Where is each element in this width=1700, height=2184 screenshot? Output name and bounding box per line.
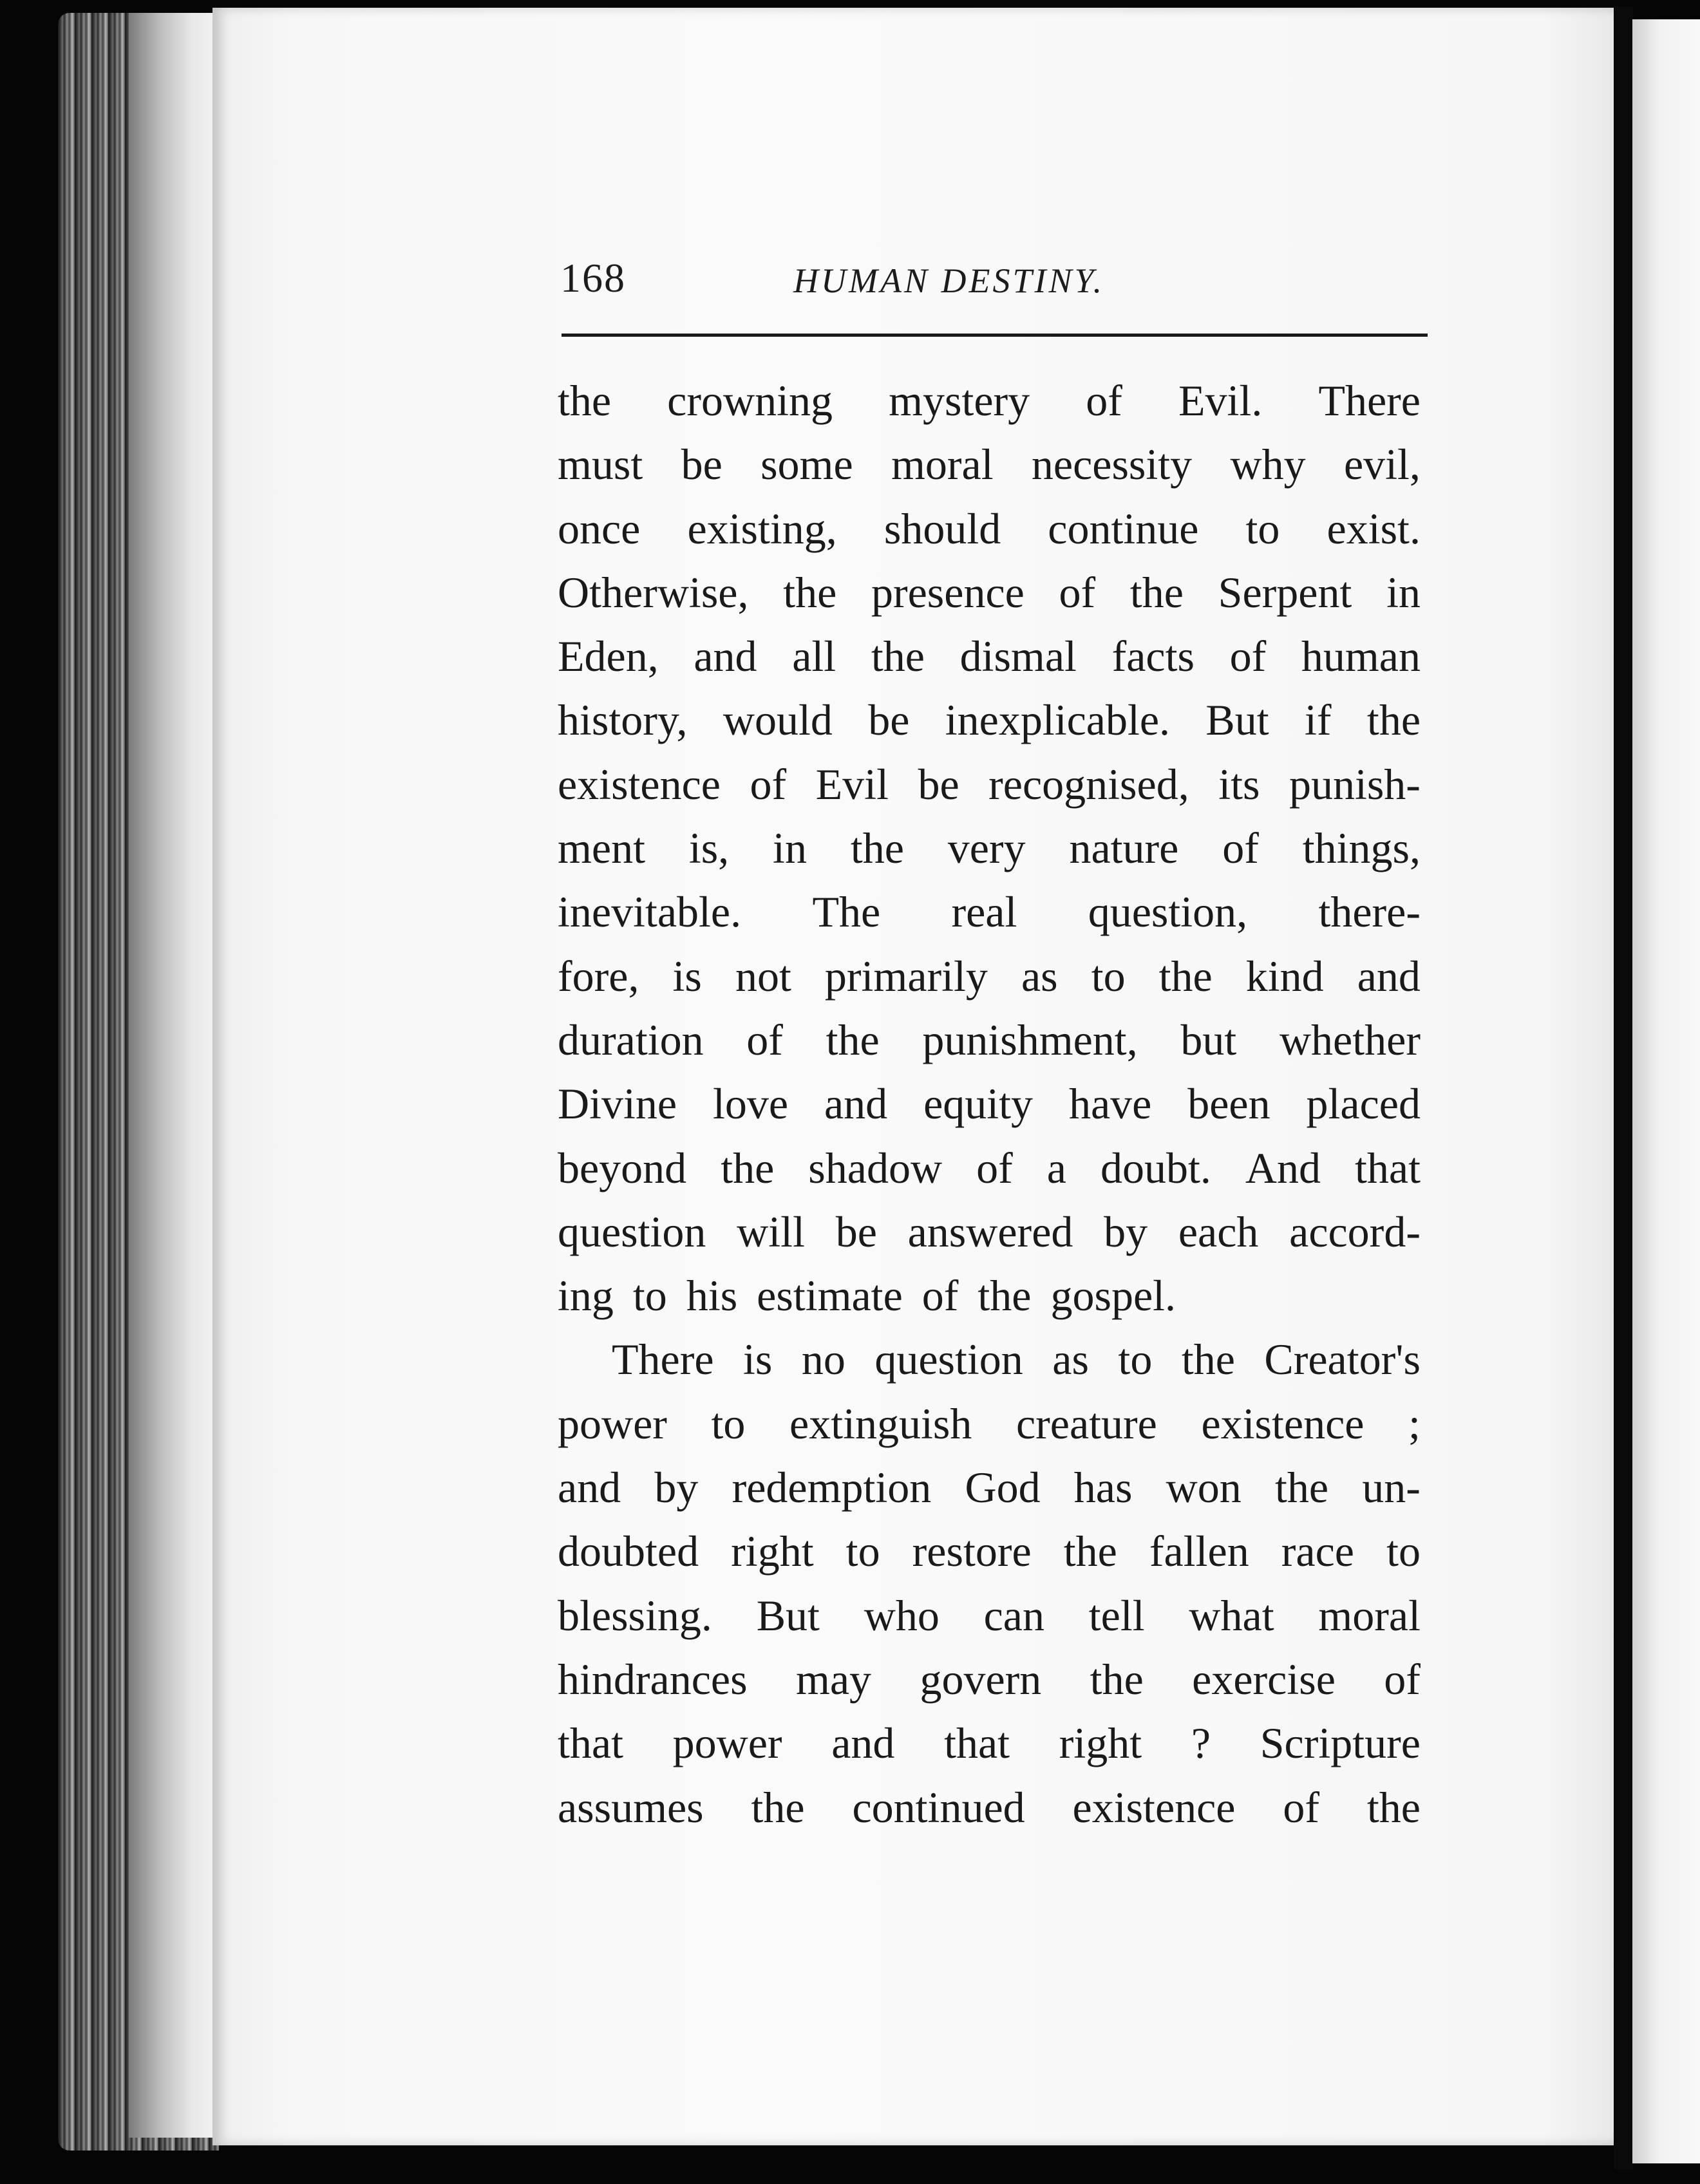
text-line xyxy=(558,1395,1421,1458)
text-line xyxy=(558,1714,1421,1778)
word: evil, xyxy=(1343,440,1421,489)
word: Otherwise, xyxy=(558,567,749,617)
text-line xyxy=(558,435,1421,499)
word: recognised, xyxy=(988,759,1189,809)
word: each xyxy=(1178,1207,1259,1256)
word: all xyxy=(792,632,836,681)
word: power xyxy=(672,1718,782,1768)
word: question, xyxy=(1088,887,1248,937)
word: the xyxy=(783,567,837,617)
word: inevitable. xyxy=(558,887,742,937)
word: ing xyxy=(558,1271,614,1321)
word: un- xyxy=(1362,1463,1421,1512)
word: the xyxy=(1366,695,1421,745)
word: existence xyxy=(558,759,721,809)
text-line xyxy=(558,563,1421,627)
word: estimate xyxy=(757,1271,903,1321)
word: doubt. xyxy=(1100,1143,1211,1192)
word: a xyxy=(1046,1143,1066,1192)
word: the xyxy=(1129,567,1184,617)
word: existence xyxy=(1072,1782,1236,1832)
word: the xyxy=(721,1143,775,1192)
word: is, xyxy=(688,824,730,873)
text-line xyxy=(558,1330,1421,1394)
word: the xyxy=(1181,1335,1235,1384)
word: of xyxy=(1086,376,1122,425)
word: ? xyxy=(1191,1718,1211,1768)
word: There xyxy=(612,1335,714,1384)
word: to xyxy=(711,1398,746,1448)
page-edge-shading xyxy=(129,13,219,2138)
word: that xyxy=(944,1718,1010,1768)
word: human xyxy=(1301,632,1421,681)
word: as xyxy=(1052,1335,1089,1384)
word: as xyxy=(1021,951,1058,1001)
word: of xyxy=(750,759,787,809)
word: mystery xyxy=(889,376,1030,425)
word: question xyxy=(558,1207,706,1256)
word: extinguish xyxy=(789,1398,972,1448)
word: the xyxy=(1274,1463,1329,1512)
facing-page-edge xyxy=(1632,19,1700,2163)
word: to xyxy=(845,1527,880,1576)
word: hindrances xyxy=(558,1654,748,1704)
text-line xyxy=(558,883,1421,946)
text-line xyxy=(558,1075,1421,1138)
word: Serpent xyxy=(1218,567,1352,617)
word: placed xyxy=(1306,1079,1421,1129)
word: Eden, xyxy=(558,632,659,681)
text-line xyxy=(558,691,1421,755)
word: kind xyxy=(1245,951,1324,1001)
word: to xyxy=(1118,1335,1153,1384)
body-text xyxy=(558,372,1421,1842)
word: moral xyxy=(1318,1590,1421,1640)
word: existing, xyxy=(687,504,837,553)
word: And xyxy=(1245,1143,1321,1192)
word: the xyxy=(978,1271,1032,1321)
word: the xyxy=(1090,1654,1144,1704)
word: by xyxy=(1104,1207,1148,1256)
word: have xyxy=(1068,1079,1152,1129)
word: punishment, xyxy=(922,1015,1138,1064)
word: punish- xyxy=(1289,759,1421,809)
word: continued xyxy=(852,1782,1025,1832)
word: exercise xyxy=(1192,1654,1336,1704)
text-line xyxy=(558,1650,1421,1714)
word: the xyxy=(1063,1527,1117,1576)
text-line xyxy=(558,1522,1421,1586)
word: can xyxy=(983,1590,1044,1640)
word: its xyxy=(1218,759,1260,809)
word: But xyxy=(756,1590,820,1640)
text-line xyxy=(558,819,1421,883)
word: be xyxy=(918,759,959,809)
word: fallen xyxy=(1149,1527,1249,1576)
word: primarily xyxy=(824,951,988,1001)
word: duration xyxy=(558,1015,704,1064)
word: nature xyxy=(1069,824,1179,873)
word: some xyxy=(760,440,853,489)
word: ; xyxy=(1408,1398,1421,1448)
word: the xyxy=(558,376,612,425)
word: who xyxy=(864,1590,940,1640)
word: Creator's xyxy=(1264,1335,1421,1384)
word: of xyxy=(976,1143,1013,1192)
word: There xyxy=(1318,376,1421,425)
text-line xyxy=(558,1778,1421,1842)
word: of xyxy=(746,1015,783,1064)
word: answered xyxy=(907,1207,1073,1256)
running-head xyxy=(560,254,1426,306)
word: presence xyxy=(871,567,1025,617)
word: the xyxy=(1366,1782,1421,1832)
word: right xyxy=(1059,1718,1142,1768)
word: the xyxy=(871,632,925,681)
word: in xyxy=(773,824,807,873)
word: to xyxy=(632,1271,667,1321)
word: to xyxy=(1091,951,1126,1001)
word: of xyxy=(1222,824,1259,873)
word: beyond xyxy=(558,1143,687,1192)
text-line xyxy=(558,1586,1421,1650)
word: fore, xyxy=(558,951,639,1001)
text-line xyxy=(558,500,1421,563)
word: love xyxy=(712,1079,789,1129)
word: be xyxy=(868,695,910,745)
word: his xyxy=(686,1271,738,1321)
word: no xyxy=(801,1335,845,1384)
word: but xyxy=(1180,1015,1237,1064)
word: of xyxy=(1229,632,1267,681)
word: moral xyxy=(891,440,994,489)
word: The xyxy=(812,887,881,937)
word: necessity xyxy=(1031,440,1193,489)
word: in xyxy=(1386,567,1421,617)
word: crowning xyxy=(667,376,833,425)
word: is xyxy=(743,1335,773,1384)
word: and xyxy=(824,1079,888,1129)
word: should xyxy=(883,504,1001,553)
word: history, xyxy=(558,695,688,745)
word: ment xyxy=(558,824,645,873)
word: Evil xyxy=(815,759,889,809)
word: accord- xyxy=(1289,1207,1421,1256)
word: why xyxy=(1230,440,1306,489)
word: the xyxy=(826,1015,880,1064)
word: that xyxy=(558,1718,623,1768)
word: to xyxy=(1386,1527,1421,1576)
word: once xyxy=(558,504,641,553)
word: doubted xyxy=(558,1527,699,1576)
word: that xyxy=(1355,1143,1421,1192)
word: Divine xyxy=(558,1079,677,1129)
running-title: HUMAN DESTINY. xyxy=(793,261,1105,300)
text-line xyxy=(558,627,1421,691)
word: power xyxy=(558,1398,667,1448)
text-line xyxy=(558,1458,1421,1522)
word: to xyxy=(1245,504,1280,553)
word: blessing. xyxy=(558,1590,712,1640)
word: be xyxy=(681,440,722,489)
word: restore xyxy=(912,1527,1032,1576)
word: facts xyxy=(1111,632,1195,681)
word: the xyxy=(751,1782,805,1832)
word: won xyxy=(1166,1463,1242,1512)
word: very xyxy=(947,824,1026,873)
word: and xyxy=(558,1463,621,1512)
word: of xyxy=(921,1271,959,1321)
text-line xyxy=(558,1203,1421,1266)
header-rule xyxy=(562,334,1428,337)
word: real xyxy=(951,887,1017,937)
word: continue xyxy=(1048,504,1199,553)
word: dismal xyxy=(959,632,1077,681)
word: would xyxy=(722,695,833,745)
word: has xyxy=(1073,1463,1133,1512)
word: whether xyxy=(1279,1015,1421,1064)
text-line xyxy=(558,1011,1421,1075)
word: and xyxy=(831,1718,895,1768)
word: the xyxy=(1158,951,1213,1001)
word: things, xyxy=(1302,824,1421,873)
word: race xyxy=(1281,1527,1354,1576)
word: Evil. xyxy=(1178,376,1263,425)
word: by xyxy=(654,1463,699,1512)
word: equity xyxy=(923,1079,1034,1129)
word: been xyxy=(1187,1079,1270,1129)
word: But xyxy=(1205,695,1269,745)
word: and xyxy=(694,632,757,681)
word: the xyxy=(850,824,904,873)
word: govern xyxy=(920,1654,1042,1704)
word: question xyxy=(874,1335,1023,1384)
page-number: 168 xyxy=(560,255,626,301)
word: and xyxy=(1357,951,1421,1001)
word: will xyxy=(737,1207,805,1256)
word: of xyxy=(1059,567,1096,617)
word: exist. xyxy=(1327,504,1421,553)
text-line xyxy=(558,755,1421,819)
word: existence xyxy=(1201,1398,1365,1448)
word: Scripture xyxy=(1260,1718,1421,1768)
word: of xyxy=(1384,1654,1421,1704)
word: tell xyxy=(1088,1590,1145,1640)
word: there- xyxy=(1318,887,1421,937)
word: if xyxy=(1305,695,1332,745)
word: God xyxy=(965,1463,1041,1512)
word: right xyxy=(731,1527,814,1576)
text-line xyxy=(558,1266,1421,1330)
word: creature xyxy=(1015,1398,1157,1448)
text-line xyxy=(558,947,1421,1011)
word: gospel. xyxy=(1050,1271,1176,1321)
word: redemption xyxy=(732,1463,932,1512)
text-line xyxy=(558,372,1421,435)
word: of xyxy=(1283,1782,1320,1832)
word: not xyxy=(735,951,791,1001)
word: is xyxy=(672,951,702,1001)
word: must xyxy=(558,440,643,489)
page-gutter xyxy=(1614,6,1633,2170)
word: may xyxy=(795,1654,872,1704)
word: assumes xyxy=(558,1782,704,1832)
word: inexplicable. xyxy=(945,695,1171,745)
word: shadow xyxy=(808,1143,943,1192)
word: be xyxy=(835,1207,877,1256)
text-line xyxy=(558,1139,1421,1203)
word: what xyxy=(1189,1590,1274,1640)
